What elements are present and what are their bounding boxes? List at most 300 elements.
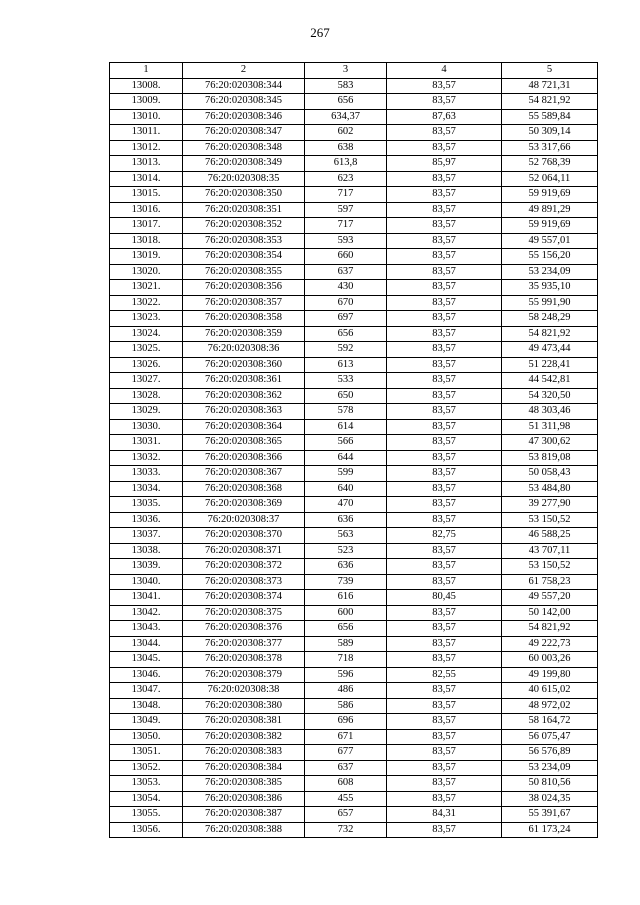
table-row bbox=[110, 698, 598, 714]
row-number-cell: 13030. bbox=[110, 419, 183, 435]
rate-cell: 83,57 bbox=[387, 791, 502, 807]
amount-cell: 53 234,09 bbox=[502, 264, 598, 280]
table-row bbox=[110, 373, 598, 389]
row-number-cell: 13047. bbox=[110, 683, 183, 699]
cadastral-number-cell: 76:20:020308:349 bbox=[183, 156, 305, 172]
area-cell: 597 bbox=[305, 202, 387, 218]
rate-cell: 83,57 bbox=[387, 760, 502, 776]
row-number-cell: 13042. bbox=[110, 605, 183, 621]
area-cell: 486 bbox=[305, 683, 387, 699]
area-cell: 634,37 bbox=[305, 109, 387, 125]
row-number-cell: 13045. bbox=[110, 652, 183, 668]
rate-cell: 83,57 bbox=[387, 698, 502, 714]
rate-cell: 83,57 bbox=[387, 559, 502, 575]
table-row bbox=[110, 497, 598, 513]
row-number-cell: 13019. bbox=[110, 249, 183, 265]
amount-cell: 53 234,09 bbox=[502, 760, 598, 776]
row-number-cell: 13051. bbox=[110, 745, 183, 761]
cadastral-number-cell: 76:20:020308:36 bbox=[183, 342, 305, 358]
table-row bbox=[110, 419, 598, 435]
amount-cell: 50 142,00 bbox=[502, 605, 598, 621]
area-cell: 596 bbox=[305, 667, 387, 683]
area-cell: 470 bbox=[305, 497, 387, 513]
area-cell: 583 bbox=[305, 78, 387, 94]
amount-cell: 53 150,52 bbox=[502, 559, 598, 575]
cadastral-number-cell: 76:20:020308:38 bbox=[183, 683, 305, 699]
amount-cell: 54 320,50 bbox=[502, 388, 598, 404]
row-number-cell: 13043. bbox=[110, 621, 183, 637]
amount-cell: 55 589,84 bbox=[502, 109, 598, 125]
area-cell: 602 bbox=[305, 125, 387, 141]
rate-cell: 83,57 bbox=[387, 466, 502, 482]
area-cell: 636 bbox=[305, 559, 387, 575]
area-cell: 697 bbox=[305, 311, 387, 327]
row-number-cell: 13021. bbox=[110, 280, 183, 296]
rate-cell: 82,75 bbox=[387, 528, 502, 544]
cadastral-number-cell: 76:20:020308:35 bbox=[183, 171, 305, 187]
cadastral-number-cell: 76:20:020308:366 bbox=[183, 450, 305, 466]
table-row bbox=[110, 528, 598, 544]
rate-cell: 83,57 bbox=[387, 388, 502, 404]
amount-cell: 55 156,20 bbox=[502, 249, 598, 265]
area-cell: 696 bbox=[305, 714, 387, 730]
rate-cell: 83,57 bbox=[387, 218, 502, 234]
cadastral-number-cell: 76:20:020308:380 bbox=[183, 698, 305, 714]
amount-cell: 51 228,41 bbox=[502, 357, 598, 373]
rate-cell: 83,57 bbox=[387, 776, 502, 792]
amount-cell: 54 821,92 bbox=[502, 94, 598, 110]
amount-cell: 61 173,24 bbox=[502, 822, 598, 838]
table-row bbox=[110, 280, 598, 296]
rate-cell: 83,57 bbox=[387, 574, 502, 590]
header-cell-4: 4 bbox=[387, 63, 502, 79]
table-row bbox=[110, 636, 598, 652]
cadastral-number-cell: 76:20:020308:372 bbox=[183, 559, 305, 575]
amount-cell: 61 758,23 bbox=[502, 574, 598, 590]
area-cell: 644 bbox=[305, 450, 387, 466]
cadastral-number-cell: 76:20:020308:368 bbox=[183, 481, 305, 497]
amount-cell: 47 300,62 bbox=[502, 435, 598, 451]
cadastral-number-cell: 76:20:020308:387 bbox=[183, 807, 305, 823]
table-row bbox=[110, 435, 598, 451]
rate-cell: 83,57 bbox=[387, 543, 502, 559]
area-cell: 533 bbox=[305, 373, 387, 389]
table-row bbox=[110, 574, 598, 590]
row-number-cell: 13052. bbox=[110, 760, 183, 776]
table-row bbox=[110, 605, 598, 621]
page-number: 267 bbox=[310, 25, 330, 40]
cadastral-number-cell: 76:20:020308:362 bbox=[183, 388, 305, 404]
rate-cell: 83,57 bbox=[387, 652, 502, 668]
amount-cell: 49 222,73 bbox=[502, 636, 598, 652]
table-row bbox=[110, 218, 598, 234]
row-number-cell: 13035. bbox=[110, 497, 183, 513]
header-cell-2: 2 bbox=[183, 63, 305, 79]
amount-cell: 56 576,89 bbox=[502, 745, 598, 761]
cadastral-number-cell: 76:20:020308:376 bbox=[183, 621, 305, 637]
table-row bbox=[110, 233, 598, 249]
row-number-cell: 13054. bbox=[110, 791, 183, 807]
rate-cell: 83,57 bbox=[387, 326, 502, 342]
row-number-cell: 13017. bbox=[110, 218, 183, 234]
area-cell: 656 bbox=[305, 326, 387, 342]
cadastral-number-cell: 76:20:020308:378 bbox=[183, 652, 305, 668]
area-cell: 636 bbox=[305, 512, 387, 528]
area-cell: 616 bbox=[305, 590, 387, 606]
rate-cell: 83,57 bbox=[387, 171, 502, 187]
rate-cell: 83,57 bbox=[387, 140, 502, 156]
area-cell: 600 bbox=[305, 605, 387, 621]
table-row bbox=[110, 512, 598, 528]
cadastral-number-cell: 76:20:020308:352 bbox=[183, 218, 305, 234]
area-cell: 523 bbox=[305, 543, 387, 559]
table-row bbox=[110, 171, 598, 187]
cadastral-number-cell: 76:20:020308:388 bbox=[183, 822, 305, 838]
rate-cell: 83,57 bbox=[387, 404, 502, 420]
table-row bbox=[110, 745, 598, 761]
area-cell: 589 bbox=[305, 636, 387, 652]
area-cell: 592 bbox=[305, 342, 387, 358]
table-header bbox=[110, 63, 598, 79]
amount-cell: 48 972,02 bbox=[502, 698, 598, 714]
row-number-cell: 13027. bbox=[110, 373, 183, 389]
amount-cell: 48 721,31 bbox=[502, 78, 598, 94]
row-number-cell: 13013. bbox=[110, 156, 183, 172]
rate-cell: 80,45 bbox=[387, 590, 502, 606]
table-row bbox=[110, 202, 598, 218]
amount-cell: 53 484,80 bbox=[502, 481, 598, 497]
amount-cell: 43 707,11 bbox=[502, 543, 598, 559]
table-row bbox=[110, 342, 598, 358]
amount-cell: 52 064,11 bbox=[502, 171, 598, 187]
cadastral-number-cell: 76:20:020308:355 bbox=[183, 264, 305, 280]
row-number-cell: 13028. bbox=[110, 388, 183, 404]
rate-cell: 83,57 bbox=[387, 357, 502, 373]
amount-cell: 49 199,80 bbox=[502, 667, 598, 683]
row-number-cell: 13009. bbox=[110, 94, 183, 110]
cadastral-number-cell: 76:20:020308:384 bbox=[183, 760, 305, 776]
amount-cell: 38 024,35 bbox=[502, 791, 598, 807]
cadastral-number-cell: 76:20:020308:373 bbox=[183, 574, 305, 590]
row-number-cell: 13049. bbox=[110, 714, 183, 730]
row-number-cell: 13025. bbox=[110, 342, 183, 358]
row-number-cell: 13012. bbox=[110, 140, 183, 156]
rate-cell: 83,57 bbox=[387, 621, 502, 637]
header-cell-5: 5 bbox=[502, 63, 598, 79]
row-number-cell: 13050. bbox=[110, 729, 183, 745]
row-number-cell: 13010. bbox=[110, 109, 183, 125]
rate-cell: 83,57 bbox=[387, 745, 502, 761]
area-cell: 566 bbox=[305, 435, 387, 451]
cadastral-number-cell: 76:20:020308:385 bbox=[183, 776, 305, 792]
area-cell: 613,8 bbox=[305, 156, 387, 172]
rate-cell: 83,57 bbox=[387, 295, 502, 311]
amount-cell: 55 991,90 bbox=[502, 295, 598, 311]
amount-cell: 44 542,81 bbox=[502, 373, 598, 389]
header-cell-1: 1 bbox=[110, 63, 183, 79]
row-number-cell: 13033. bbox=[110, 466, 183, 482]
rate-cell: 83,57 bbox=[387, 729, 502, 745]
area-cell: 732 bbox=[305, 822, 387, 838]
rate-cell: 82,55 bbox=[387, 667, 502, 683]
rate-cell: 83,57 bbox=[387, 202, 502, 218]
rate-cell: 83,57 bbox=[387, 512, 502, 528]
cadastral-number-cell: 76:20:020308:361 bbox=[183, 373, 305, 389]
area-cell: 650 bbox=[305, 388, 387, 404]
table-row bbox=[110, 78, 598, 94]
cadastral-number-cell: 76:20:020308:367 bbox=[183, 466, 305, 482]
table-row bbox=[110, 388, 598, 404]
table-row bbox=[110, 729, 598, 745]
header-row bbox=[110, 63, 598, 79]
area-cell: 640 bbox=[305, 481, 387, 497]
rate-cell: 83,57 bbox=[387, 342, 502, 358]
amount-cell: 59 919,69 bbox=[502, 218, 598, 234]
amount-cell: 54 821,92 bbox=[502, 326, 598, 342]
cadastral-number-cell: 76:20:020308:357 bbox=[183, 295, 305, 311]
area-cell: 660 bbox=[305, 249, 387, 265]
area-cell: 637 bbox=[305, 760, 387, 776]
amount-cell: 49 891,29 bbox=[502, 202, 598, 218]
amount-cell: 51 311,98 bbox=[502, 419, 598, 435]
table-row bbox=[110, 94, 598, 110]
table-row bbox=[110, 807, 598, 823]
area-cell: 717 bbox=[305, 187, 387, 203]
table-body bbox=[110, 78, 598, 838]
amount-cell: 52 768,39 bbox=[502, 156, 598, 172]
row-number-cell: 13026. bbox=[110, 357, 183, 373]
row-number-cell: 13037. bbox=[110, 528, 183, 544]
area-cell: 623 bbox=[305, 171, 387, 187]
table-row bbox=[110, 466, 598, 482]
table-row bbox=[110, 404, 598, 420]
amount-cell: 49 557,20 bbox=[502, 590, 598, 606]
row-number-cell: 13044. bbox=[110, 636, 183, 652]
rate-cell: 83,57 bbox=[387, 249, 502, 265]
row-number-cell: 13032. bbox=[110, 450, 183, 466]
area-cell: 586 bbox=[305, 698, 387, 714]
table-row bbox=[110, 109, 598, 125]
cadastral-number-cell: 76:20:020308:370 bbox=[183, 528, 305, 544]
cadastral-number-cell: 76:20:020308:350 bbox=[183, 187, 305, 203]
rate-cell: 83,57 bbox=[387, 280, 502, 296]
row-number-cell: 13055. bbox=[110, 807, 183, 823]
rate-cell: 83,57 bbox=[387, 187, 502, 203]
table-row bbox=[110, 187, 598, 203]
row-number-cell: 13048. bbox=[110, 698, 183, 714]
area-cell: 718 bbox=[305, 652, 387, 668]
table-row bbox=[110, 760, 598, 776]
rate-cell: 83,57 bbox=[387, 481, 502, 497]
rate-cell: 83,57 bbox=[387, 125, 502, 141]
row-number-cell: 13040. bbox=[110, 574, 183, 590]
row-number-cell: 13053. bbox=[110, 776, 183, 792]
area-cell: 455 bbox=[305, 791, 387, 807]
cadastral-number-cell: 76:20:020308:375 bbox=[183, 605, 305, 621]
table-row bbox=[110, 264, 598, 280]
table-row bbox=[110, 295, 598, 311]
cadastral-number-cell: 76:20:020308:353 bbox=[183, 233, 305, 249]
rate-cell: 83,57 bbox=[387, 94, 502, 110]
area-cell: 677 bbox=[305, 745, 387, 761]
area-cell: 430 bbox=[305, 280, 387, 296]
area-cell: 599 bbox=[305, 466, 387, 482]
rate-cell: 85,97 bbox=[387, 156, 502, 172]
row-number-cell: 13008. bbox=[110, 78, 183, 94]
cadastral-number-cell: 76:20:020308:351 bbox=[183, 202, 305, 218]
area-cell: 671 bbox=[305, 729, 387, 745]
rate-cell: 83,57 bbox=[387, 497, 502, 513]
amount-cell: 35 935,10 bbox=[502, 280, 598, 296]
row-number-cell: 13034. bbox=[110, 481, 183, 497]
area-cell: 614 bbox=[305, 419, 387, 435]
amount-cell: 46 588,25 bbox=[502, 528, 598, 544]
cadastral-number-cell: 76:20:020308:344 bbox=[183, 78, 305, 94]
amount-cell: 50 309,14 bbox=[502, 125, 598, 141]
amount-cell: 53 150,52 bbox=[502, 512, 598, 528]
table-row bbox=[110, 357, 598, 373]
amount-cell: 54 821,92 bbox=[502, 621, 598, 637]
area-cell: 608 bbox=[305, 776, 387, 792]
row-number-cell: 13015. bbox=[110, 187, 183, 203]
rate-cell: 83,57 bbox=[387, 264, 502, 280]
rate-cell: 83,57 bbox=[387, 822, 502, 838]
rate-cell: 87,63 bbox=[387, 109, 502, 125]
area-cell: 717 bbox=[305, 218, 387, 234]
amount-cell: 50 810,56 bbox=[502, 776, 598, 792]
amount-cell: 39 277,90 bbox=[502, 497, 598, 513]
table-row bbox=[110, 481, 598, 497]
area-cell: 563 bbox=[305, 528, 387, 544]
cadastral-number-cell: 76:20:020308:377 bbox=[183, 636, 305, 652]
amount-cell: 50 058,43 bbox=[502, 466, 598, 482]
rate-cell: 83,57 bbox=[387, 311, 502, 327]
cadastral-number-cell: 76:20:020308:364 bbox=[183, 419, 305, 435]
amount-cell: 58 248,29 bbox=[502, 311, 598, 327]
row-number-cell: 13020. bbox=[110, 264, 183, 280]
cadastral-number-cell: 76:20:020308:345 bbox=[183, 94, 305, 110]
row-number-cell: 13056. bbox=[110, 822, 183, 838]
cadastral-number-cell: 76:20:020308:382 bbox=[183, 729, 305, 745]
table-row bbox=[110, 652, 598, 668]
area-cell: 613 bbox=[305, 357, 387, 373]
cadastral-number-cell: 76:20:020308:374 bbox=[183, 590, 305, 606]
table-row bbox=[110, 140, 598, 156]
row-number-cell: 13046. bbox=[110, 667, 183, 683]
table-row bbox=[110, 249, 598, 265]
table-row bbox=[110, 791, 598, 807]
cadastral-number-cell: 76:20:020308:379 bbox=[183, 667, 305, 683]
row-number-cell: 13036. bbox=[110, 512, 183, 528]
rate-cell: 83,57 bbox=[387, 78, 502, 94]
data-table bbox=[109, 62, 598, 838]
row-number-cell: 13023. bbox=[110, 311, 183, 327]
table-row bbox=[110, 621, 598, 637]
amount-cell: 58 164,72 bbox=[502, 714, 598, 730]
table-row bbox=[110, 559, 598, 575]
rate-cell: 83,57 bbox=[387, 636, 502, 652]
cadastral-number-cell: 76:20:020308:356 bbox=[183, 280, 305, 296]
cadastral-number-cell: 76:20:020308:346 bbox=[183, 109, 305, 125]
cadastral-number-cell: 76:20:020308:381 bbox=[183, 714, 305, 730]
amount-cell: 53 819,08 bbox=[502, 450, 598, 466]
area-cell: 656 bbox=[305, 94, 387, 110]
rate-cell: 83,57 bbox=[387, 233, 502, 249]
area-cell: 656 bbox=[305, 621, 387, 637]
table-row bbox=[110, 714, 598, 730]
row-number-cell: 13039. bbox=[110, 559, 183, 575]
area-cell: 670 bbox=[305, 295, 387, 311]
table-row bbox=[110, 156, 598, 172]
row-number-cell: 13018. bbox=[110, 233, 183, 249]
table-row bbox=[110, 667, 598, 683]
area-cell: 638 bbox=[305, 140, 387, 156]
rate-cell: 83,57 bbox=[387, 683, 502, 699]
area-cell: 593 bbox=[305, 233, 387, 249]
data-table-container bbox=[109, 62, 597, 838]
cadastral-number-cell: 76:20:020308:360 bbox=[183, 357, 305, 373]
table-row bbox=[110, 326, 598, 342]
cadastral-number-cell: 76:20:020308:347 bbox=[183, 125, 305, 141]
cadastral-number-cell: 76:20:020308:386 bbox=[183, 791, 305, 807]
cadastral-number-cell: 76:20:020308:369 bbox=[183, 497, 305, 513]
cadastral-number-cell: 76:20:020308:371 bbox=[183, 543, 305, 559]
cadastral-number-cell: 76:20:020308:363 bbox=[183, 404, 305, 420]
rate-cell: 83,57 bbox=[387, 714, 502, 730]
amount-cell: 55 391,67 bbox=[502, 807, 598, 823]
amount-cell: 56 075,47 bbox=[502, 729, 598, 745]
area-cell: 578 bbox=[305, 404, 387, 420]
row-number-cell: 13016. bbox=[110, 202, 183, 218]
row-number-cell: 13014. bbox=[110, 171, 183, 187]
cadastral-number-cell: 76:20:020308:358 bbox=[183, 311, 305, 327]
row-number-cell: 13029. bbox=[110, 404, 183, 420]
cadastral-number-cell: 76:20:020308:348 bbox=[183, 140, 305, 156]
amount-cell: 60 003,26 bbox=[502, 652, 598, 668]
area-cell: 657 bbox=[305, 807, 387, 823]
rate-cell: 83,57 bbox=[387, 419, 502, 435]
amount-cell: 53 317,66 bbox=[502, 140, 598, 156]
table-row bbox=[110, 822, 598, 838]
table-row bbox=[110, 776, 598, 792]
table-row bbox=[110, 311, 598, 327]
amount-cell: 49 557,01 bbox=[502, 233, 598, 249]
header-cell-3: 3 bbox=[305, 63, 387, 79]
cadastral-number-cell: 76:20:020308:354 bbox=[183, 249, 305, 265]
row-number-cell: 13041. bbox=[110, 590, 183, 606]
row-number-cell: 13038. bbox=[110, 543, 183, 559]
row-number-cell: 13022. bbox=[110, 295, 183, 311]
amount-cell: 59 919,69 bbox=[502, 187, 598, 203]
table-row bbox=[110, 450, 598, 466]
rate-cell: 83,57 bbox=[387, 373, 502, 389]
rate-cell: 84,31 bbox=[387, 807, 502, 823]
rate-cell: 83,57 bbox=[387, 450, 502, 466]
table-row bbox=[110, 590, 598, 606]
amount-cell: 48 303,46 bbox=[502, 404, 598, 420]
table-row bbox=[110, 125, 598, 141]
table-row bbox=[110, 683, 598, 699]
rate-cell: 83,57 bbox=[387, 605, 502, 621]
row-number-cell: 13031. bbox=[110, 435, 183, 451]
table-row bbox=[110, 543, 598, 559]
area-cell: 637 bbox=[305, 264, 387, 280]
row-number-cell: 13011. bbox=[110, 125, 183, 141]
cadastral-number-cell: 76:20:020308:359 bbox=[183, 326, 305, 342]
amount-cell: 40 615,02 bbox=[502, 683, 598, 699]
cadastral-number-cell: 76:20:020308:365 bbox=[183, 435, 305, 451]
cadastral-number-cell: 76:20:020308:37 bbox=[183, 512, 305, 528]
